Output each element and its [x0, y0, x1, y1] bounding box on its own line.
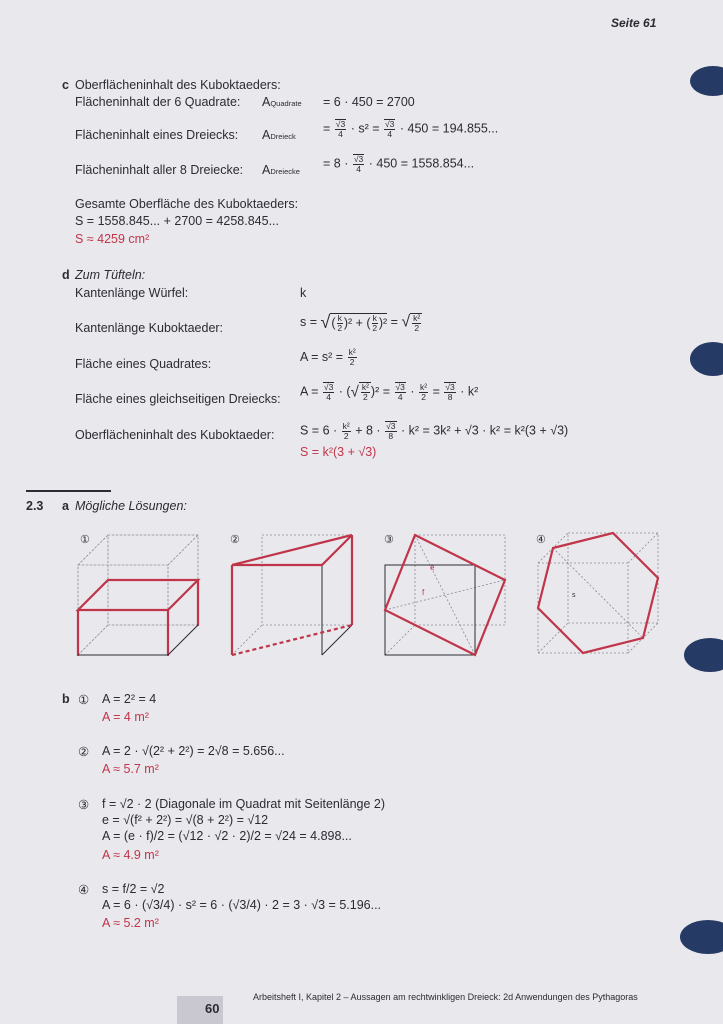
cube-figure-3 — [384, 534, 505, 655]
page-number: 60 — [205, 1001, 220, 1016]
result: S = k²(3 + √3) — [300, 445, 377, 459]
area-symbol: AQuadrate — [262, 95, 302, 109]
section-divider — [26, 490, 111, 492]
formula: A = 2² = 4 — [102, 692, 157, 706]
formula: s = f/2 = √2 — [102, 882, 165, 896]
formula: = $\frac{√3}{4}$ · s² = $\frac{√3}{4}$ · 450 = 194.855... — [323, 119, 499, 139]
formula: s = √( $\frac{k}{2}$ )² + ( $\frac{k}{2}$ )² = √ $\frac{\text{k²}}{2}$ — [300, 312, 421, 333]
cube-figure-2 — [230, 534, 352, 655]
formula: f = √2 · 2 (Diagonale im Quadrat mit Seitenlänge 2) — [102, 797, 386, 811]
heading: Mögliche Lösungen: — [75, 499, 187, 513]
footer-text: Arbeitsheft I, Kapitel 2 – Aussagen am rechtwinkligen Dreieck: 2d Anwendungen des Pythagoras — [253, 992, 638, 1002]
result: A ≈ 5.2 m² — [102, 916, 159, 930]
formula: A = 6 · (√3/4) · s² = 6 · (√3/4) · 2 = 3 · √3 = 5.196... — [102, 898, 382, 912]
figure-number: ② — [230, 534, 240, 546]
cube-figure-1 — [78, 534, 198, 655]
part-letter: b — [62, 692, 70, 706]
formula: e = √(f² + 2²) = √(8 + 2²) = √12 — [102, 813, 269, 827]
row-label: Flächeninhalt aller 8 Dreiecke: — [75, 163, 244, 177]
svg-text:e: e — [430, 563, 435, 572]
result: S ≈ 4259 cm² — [75, 232, 150, 246]
formula: k — [300, 286, 307, 300]
formula: A = $\frac{√3}{4}$ · (√ $\frac{\text{k²}}{2}$ )² = $\frac{√3}{4}$ · $\frac{\text{k²}}{2}$ = $\frac{√3}{8}$ · k² — [300, 381, 479, 402]
result: A ≈ 5.7 m² — [102, 762, 159, 776]
subheading: Gesamte Oberfläche des Kuboktaeders: — [75, 197, 299, 211]
exercise-number: 2.3 — [26, 499, 44, 513]
cube-figures — [60, 525, 680, 665]
area-symbol: ADreiecke — [262, 163, 300, 177]
result: A ≈ 4.9 m² — [102, 848, 159, 862]
row-label: Flächeninhalt der 6 Quadrate: — [75, 95, 241, 109]
row-label: Fläche eines gleichseitigen Dreiecks: — [75, 392, 281, 406]
heading: Zum Tüfteln: — [75, 268, 146, 282]
item-number: ④ — [78, 883, 90, 897]
item-number: ② — [78, 745, 90, 759]
part-letter: c — [62, 78, 69, 92]
part-letter: a — [62, 499, 69, 513]
formula: A = (e · f)/2 = (√12 · √2 · 2)/2 = √24 = 4.898... — [102, 829, 352, 843]
formula: A = s² = $\frac{\text{k²}}{2}$ — [300, 347, 356, 367]
heading: Oberflächeninhalt des Kuboktaeders: — [75, 78, 281, 92]
figure-number: ④ — [536, 534, 546, 546]
row-label: Fläche eines Quadrates: — [75, 357, 212, 371]
svg-text:s: s — [572, 592, 576, 599]
part-letter: d — [62, 268, 70, 282]
item-number: ③ — [78, 798, 90, 812]
formula: = 8 · $\frac{√3}{4}$ · 450 = 1558.854... — [323, 154, 475, 174]
row-label: Kantenlänge Würfel: — [75, 286, 189, 300]
result: A = 4 m² — [102, 710, 149, 724]
area-symbol: ADreieck — [262, 128, 296, 142]
item-number: ① — [78, 693, 90, 707]
figure-number: ① — [80, 534, 90, 546]
binder-tab — [684, 638, 723, 672]
svg-text:f: f — [422, 588, 425, 597]
row-label: Flächeninhalt eines Dreiecks: — [75, 128, 239, 142]
cube-figure-4 — [536, 533, 658, 653]
page-label: Seite 61 — [611, 16, 657, 30]
row-label: Kantenlänge Kuboktaeder: — [75, 321, 224, 335]
formula: A = 2 · √(2² + 2²) = 2√8 = 5.656... — [102, 744, 285, 758]
binder-tab — [690, 342, 723, 376]
formula: S = 6 · $\frac{\text{k²}}{2}$ + 8 · $\frac{√3}{8}$ · k² = 3k² + √3 · k² = k²(3 + √3) — [300, 420, 569, 441]
binder-tab — [680, 920, 723, 954]
figure-number: ③ — [384, 534, 394, 546]
row-label: Oberflächeninhalt des Kuboktaeder: — [75, 428, 275, 442]
formula: S = 1558.845... + 2700 = 4258.845... — [75, 214, 279, 228]
binder-tab — [690, 66, 723, 96]
formula: = 6 · 450 = 2700 — [323, 95, 415, 109]
